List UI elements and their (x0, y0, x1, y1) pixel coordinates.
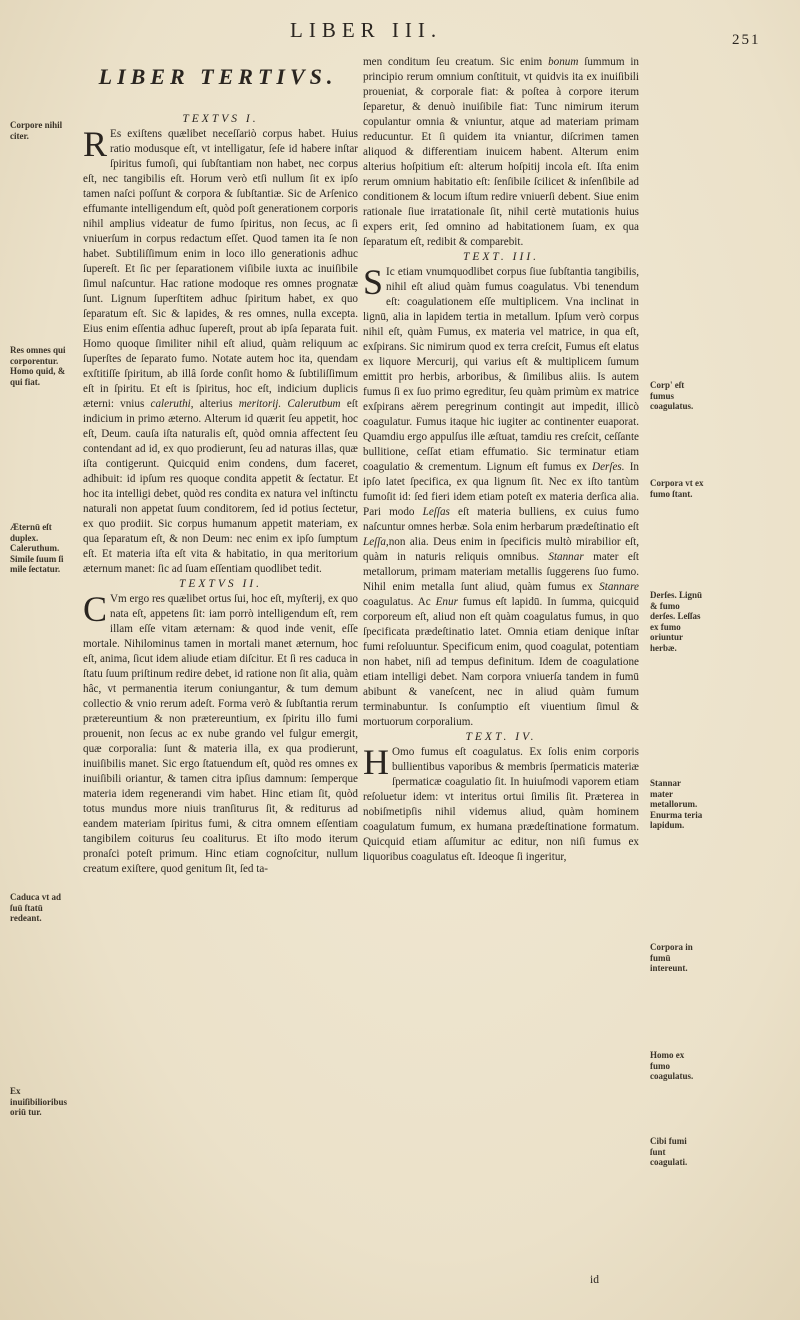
margin-note: Homo ex fumo coagulatus. (650, 1050, 694, 1081)
right-column (363, 55, 639, 865)
margin-note: Corp' eſt fumus coagulatus. (650, 380, 694, 411)
book-title: LIBER TERTIVS. (98, 64, 338, 89)
italic-term: Leſſas (422, 506, 450, 518)
section-heading: TEXT. IV. (465, 731, 537, 743)
paragraph (83, 589, 358, 877)
italic-term: bonum (548, 56, 579, 68)
italic-term: Derſes. (592, 461, 625, 473)
drop-cap: R (83, 124, 108, 164)
paragraph-text: Es exiſtens quælibet neceſſariò corpus habet. Huius ratio modusque eſt, vt intelligatur, ſeſe id habere inſtar ſpiritus fumoſi, qui ſubſtantiam non habet, nec corpus eſt, nec tangibilis eſt. Horum verò etſi nullum ſit ex ipſo tamen naſci poſſunt & corpora & ſubſtantiæ. Sic de Arſenico effumante intelligendum eſt, quòd poſt generationem corporis nihil amplius videatur de fumo ſpiritus, non ſecus, ac ſi vniuerſum in corpus redactum eſſet. Quod tamen ita ſe non habet. Subtiliſſimum enim in loco illo generationis adhuc ſupereſt. Et ſic per ſeparationem viſibile iuxta ac inuiſibile ſimul naſcuntur. Hac ratione modoque res omnes prognatæ ſunt. Lignum ſuperſtitem adhuc ſpiritum habet, ex quo ſeparatum eſt. Sic & lapides, & res omnes, nulla excepta. Eius enim eſſentia adhuc ſupereſt, prout ab ipſa ſeparata fuit. Homo quoque ſimiliter nihil eſt aliud, quàm reliquum ac ſuperſtes de ſeparato fumo. Notate autem hoc ita, quendam exſtitiſſe ſpiritum, ab illâ ſorde conſit homo & ſubtiliſſimum eſt in ſpiritu. Et eſt is ſpiritus, hoc eſt, indicium duplicis æterni: vnius (83, 128, 358, 410)
paragraph-text: men conditum ſeu creatum. Sic enim (363, 56, 543, 68)
italic-term: Stannare (599, 581, 639, 593)
paragraph-text: coagulatus. Ac (363, 596, 431, 608)
margin-note: Æternū eſt duplex. Caleruthum. Simile ſuum ſi mile ſectatur. (10, 522, 64, 574)
running-head: LIBER III. (290, 18, 443, 42)
paragraph-text: mater eſt metallorum, primam materiam metallis ſuggerens ſuo fumo. Nihil enim metalla ſunt aliud, quàm fumus ex (363, 551, 639, 593)
paragraph-text: Omo fumus eſt coagulatus. Ex ſolis enim corporis bullientibus vaporibus & membris ſpermaticis materiæ ſpermaticæ coagulatio ſit. In huiuſmodi vaporem etiam reſoluetur idem: vt interitus ortui ſimilis ſit. Præterea in nobiſmetipſis nihil videmus aliud, quàm hominem coagulatum fumum, ex humana prædeſtinatione formatum. Quicquid etiam aſſumitur ac editur, non niſi fumus ex liquoribus coagulatus eſt. Ideoque ſi ingeritur, (363, 746, 639, 863)
drop-cap: C (83, 589, 108, 629)
margin-note: Caduca vt ad ſuū ſtatū redeant. (10, 892, 62, 923)
paragraph-text: Ic etiam vnumquodlibet corpus ſiue ſubſtantia tangibilis, nihil eſt aliud quàm fumus coagulatus. Vbi tenendum eſt: coagulationem eſſe multiplicem. Vna inclinat in lignū, alia in lapidem tertia in metallum. Ipſum verò corpus nihil eſt, quàm Fumus, ex materia vel matrice, in qua eſt, exſpirans. Sic nimirum quod ex terra creſcit, Fumus eſt elatus ex liquore Mercurij, qui varius eſt & multiplicem ſumum emittit pro herbis, arboribus, & ſimilibus aliis. Is autem fumus ſi ex ſuo primo egreditur, ſeu quàm primùm ex matrice exſpirans aërem peregrinum contingit aut impedit, illicò coagulatur. Fumus itaque hic iugiter ac continenter euaporat. Quamdiu ergo appulſus ille æſtuat, tamdiu res creſcit, ceſſante bullitione, ceſſat etiam effumatio. Sic terminatur etiam coagulatio & crementum. Lignum eſt fumus ex (363, 266, 639, 473)
paragraph-text: Vm ergo res quælibet ortus ſui, hoc eſt, myſterij, ex quo nata eſt, appetens ſit: iam porrò intelligendum eſt, rem illam eſſe vitam æternam: & quod inde venit, eſſe mortale. Nihilominus tamen in mortali manet æternum, hoc eſt, anima, ſicut idem aliude etiam diſcitur. Et ſi res caduca in ſtatu ſuum priſtinum redire debet, id ratione non ſit alia, quàm hâc, vt permanentia iterum coniungantur, & tum demum collectio & vnio rerum adeſt. Forma verò & ſubſtantia rerum prætereuntium & non prætereuntium, ex ſpiritu illo fumi prouenit, non ſecus ac ex nube grando vel fulgur emergit, quæ corporalia: ſunt & materia illa, ex qua prodierunt, inuiſibilis manet. Sic ergo ſtatuendum eſt, quòd res omnes ex inuiſibili oriantur, & tamen citra ipſius damnum: ſemperque materia idem regenerandi vim habet. Hinc etiam ſit, quòd totus mundus more niuis tranſiturus ſit, & rediturus ad eandem materiam ſpiritus fumi, & citra omnem eſſentiam tangibilem coiturus ſeu coaliturus. Et iſto modo iterum pronaſci poteſt primum. Hinc etiam cognoſcitur, nullum creatum exiſtere, quod genitum ſit, ſed ta- (83, 593, 358, 875)
page-number: 251 (732, 32, 761, 48)
margin-note: Ex inuiſibilioribus oriū tur. (10, 1086, 68, 1117)
paragraph-text: In ipſo latet ſpecifica, ex qua lignum ſit. Nec ex iſto tantùm fumoſit id: ſed fieri idem etiam poteſt ex materia derſica alia. Pari modo (363, 461, 639, 518)
margin-note: Derſes. Lignū & fumo derſes. Leſſas ex fumo oriuntur herbæ. (650, 590, 703, 653)
margin-note: Stannar mater metallorum. Enurma teria lapidum. (650, 778, 703, 830)
paragraph-text: , alterius (190, 398, 233, 410)
paragraph (363, 55, 639, 250)
paragraph (363, 742, 639, 865)
margin-note: Cibi fumi ſunt coagulati. (650, 1136, 688, 1167)
section-heading: TEXTVS II. (178, 578, 263, 590)
italic-term: Enur (435, 596, 458, 608)
left-column (83, 112, 358, 877)
paragraph-text: ſummum in principio rerum omnium conſtituit, vt quidvis ita ex inuiſibili proueniat, & corporale fiat: & poſtea à corpore iterum ſeparetur, & denuò inuiſibile fiat: Tunc nimirum iterum copulantur omnia & vniuntur, atque ad materiam primam reducuntur. Et ſi quidem ita vniantur, diſcrimen tamen aliquod & differentiam inuicem habent. Alterum enim alterius hoſpitium eſt: alterum hoſpitij incola eſt. Iſta enim rerum omnium habitatio eſt: ſenſibile ſcilicet & inſenſibile ad conditionem & locum iſtum redire vniuerſi debent. Siue enim rationale ſiue irratationale ſit, nihil certè mutationis huius expers erit, ſed omnino ad habitationem ſuam, ex qua ſeparatum eſt, redibit & comparebit. (363, 56, 639, 248)
italic-term: Stannar (548, 551, 584, 563)
margin-note: Corpora vt ex fumo ſtant. (650, 478, 704, 499)
paragraph-text: fumus eſt lapidū. In ſumma, quicquid corporeum eſt, aliud non eſt quàm coagulatus fumus, in quo ſpecificata prædeſtinatio latet. Omnia etiam denique inſtar fumi reſoluuntur. Specificum enim, quod coagulat, potentiam non habet, niſi ad tempus definitum. Idem de coagulatione etiam intelligi debet. Nam corpora vniuerſa tandem in fumū abibunt & vaneſcent, nec in aliud quàm fumum terminabuntur. Is conſumptio eſt viuentium ſimul & mortuorum corporalium. (363, 596, 639, 728)
margin-note: Corpora in fumū intereunt. (650, 942, 693, 973)
paragraph (363, 262, 639, 730)
paragraph-text: non alia. Deus enim in ſpecificis multò mirabilior eſt, quàm in naturis reliquis omnibus. (363, 536, 639, 563)
catchword: id (590, 1274, 599, 1286)
drop-cap: H (363, 742, 389, 782)
margin-note: Corpore nihil citer. (10, 120, 63, 141)
paragraph (83, 124, 358, 577)
paragraph-text: eſt indicium in primo æterno. Alterum id quærit ſeu appetit, hoc eſt, Deum. cauſa iſta naturalis eſt, quòd omnia affectent ſeu contendant ad id, ex quo prodierunt, ſeu ad naturas illas, quæ iſta contigerunt. Quicquid enim condens, dum faceret, adhibuit: id ipſum res quoque condita appetit & ſectatur. Et hoc ita intelligi debet, quòd res condita ex natura vel inſtinctu naturali non appetat ſuum conditorem, ſed id potius ſectetur, ex quo prodiit. Sic corpus humanum appetit materiam, ex qua ſeparatum eſt, & non Deum: nec enim ex ipſo ſumptum eſt. Et materia iſta eſt vita & habitatio, in qua meritorium æternum manet: ſic ad ſuam eſſentiam quodlibet tedit. (83, 398, 358, 575)
drop-cap: S (363, 262, 384, 302)
paragraph-text: eſt materia bulliens, ex cuius fumo naſcuntur omnes herbæ. Sola enim herbarum prædeſtinatio eſt (363, 506, 639, 533)
italic-term: Leſſa, (363, 536, 389, 548)
margin-note: Res omnes qui corporentur. Homo quid, & qui fiat. (10, 345, 66, 387)
section-heading: TEXTVS I. (182, 113, 259, 125)
italic-term: caleruthi (150, 398, 191, 410)
italic-term: meritorij. Calerutbum (238, 398, 341, 410)
section-heading: TEXT. III. (462, 251, 540, 263)
